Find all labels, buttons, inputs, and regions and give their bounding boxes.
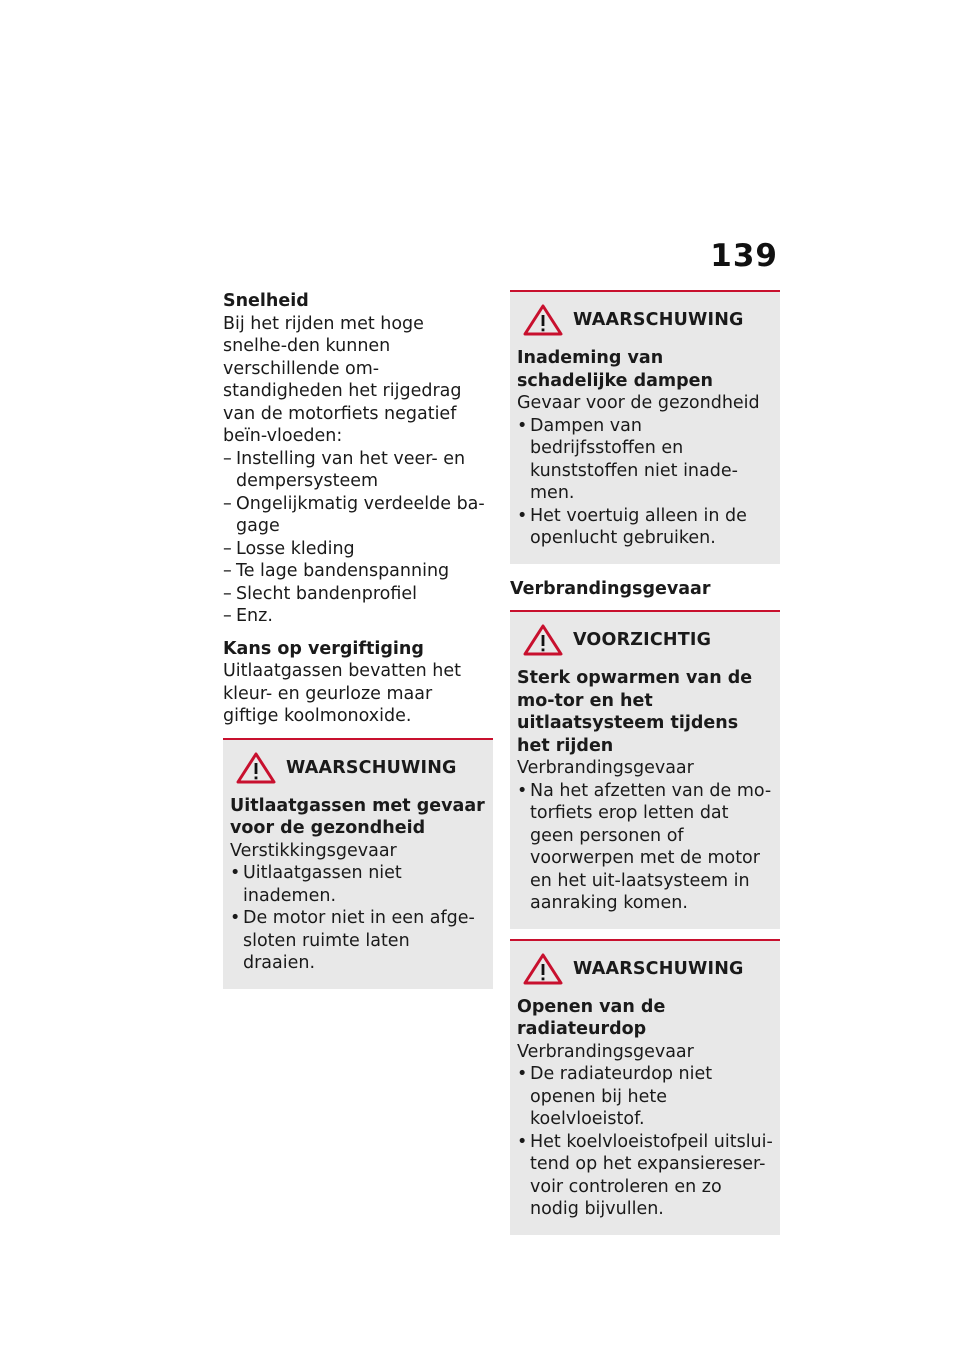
warning-triangle-icon	[523, 304, 563, 336]
list-item: – Te lage bandenspanning	[223, 560, 493, 583]
warning-hazard: Verstikkingsgevaar	[230, 840, 397, 861]
poison-text: Uitlaatgassen bevatten het kleur- en geurloze maar giftige koolmonoxide.	[223, 661, 462, 726]
list-item: • De motor niet in een afge-sloten ruimte laten draaien.	[230, 907, 486, 975]
warning-box-header	[517, 304, 773, 336]
warning-hazard: Gevaar voor de gezondheid	[517, 393, 760, 413]
list-item: • Na het afzetten van de mo-torfiets erop letten dat geen personen of voorwerpen met de motor en het uit-laatsysteem in aanraking komen.	[517, 780, 773, 915]
speed-intro: Bij het rijden met hoge snelhe-den kunnen verschillende om-standigheden het rijgedrag van de motorfiets negatief beïn-vloeden:	[223, 313, 462, 446]
page-number: 139	[710, 238, 778, 274]
warning-subhead: Inademing van schadelijke dampen	[517, 348, 714, 391]
warning-list	[230, 862, 486, 975]
warning-title: WAARSCHUWING	[573, 958, 744, 979]
warning-title: WAARSCHUWING	[573, 310, 744, 330]
caution-title: VOORZICHTIG	[573, 630, 712, 650]
right-column	[510, 290, 780, 1235]
list-item: • Uitlaatgassen niet inademen.	[230, 862, 486, 907]
caution-box-header	[517, 624, 773, 656]
list-item: – Enz.	[223, 605, 493, 628]
caution-hazard: Verbrandingsgevaar	[517, 758, 694, 778]
speed-heading: Snelheid	[223, 291, 309, 311]
burn-heading: Verbrandingsgevaar	[510, 578, 711, 599]
warning-box-header	[230, 752, 486, 784]
warning-subhead: Openen van de radiateurdop	[517, 996, 666, 1039]
left-column	[223, 290, 493, 989]
list-item: • Dampen van bedrijfsstoffen en kunststoffen niet inade-men.	[517, 415, 773, 505]
warning-box-header	[517, 953, 773, 985]
list-item: – Losse kleding	[223, 538, 493, 561]
warning-box-exhaust	[223, 738, 493, 989]
warning-list	[517, 415, 773, 550]
caution-subhead: Sterk opwarmen van de mo-tor en het uitlaatsysteem tijdens het rijden	[517, 668, 753, 756]
list-item: – Slecht bandenprofiel	[223, 583, 493, 606]
warning-box-radiator	[510, 939, 780, 1235]
warning-title: WAARSCHUWING	[286, 757, 457, 778]
list-item: – Instelling van het veer- en dempersysteem	[223, 448, 493, 493]
caution-list	[517, 780, 773, 915]
warning-list	[517, 1063, 773, 1221]
warning-box-fumes	[510, 290, 780, 564]
warning-triangle-icon	[523, 624, 563, 656]
warning-subhead: Uitlaatgassen met gevaar voor de gezondheid	[230, 795, 485, 838]
list-item: • Het koelvloeistofpeil uitslui-tend op het expansiereser-voir controleren en zo nodig bijvullen.	[517, 1131, 773, 1221]
caution-box-heat	[510, 610, 780, 929]
poison-heading: Kans op vergiftiging	[223, 638, 424, 659]
list-item: • Het voertuig alleen in de openlucht gebruiken.	[517, 505, 773, 550]
warning-triangle-icon	[523, 953, 563, 985]
warning-hazard: Verbrandingsgevaar	[517, 1041, 694, 1062]
list-item: • De radiateurdop niet openen bij hete koelvloeistof.	[517, 1063, 773, 1131]
warning-triangle-icon	[236, 752, 276, 784]
speed-factors-list	[223, 448, 493, 628]
list-item: – Ongelijkmatig verdeelde ba-gage	[223, 493, 493, 538]
